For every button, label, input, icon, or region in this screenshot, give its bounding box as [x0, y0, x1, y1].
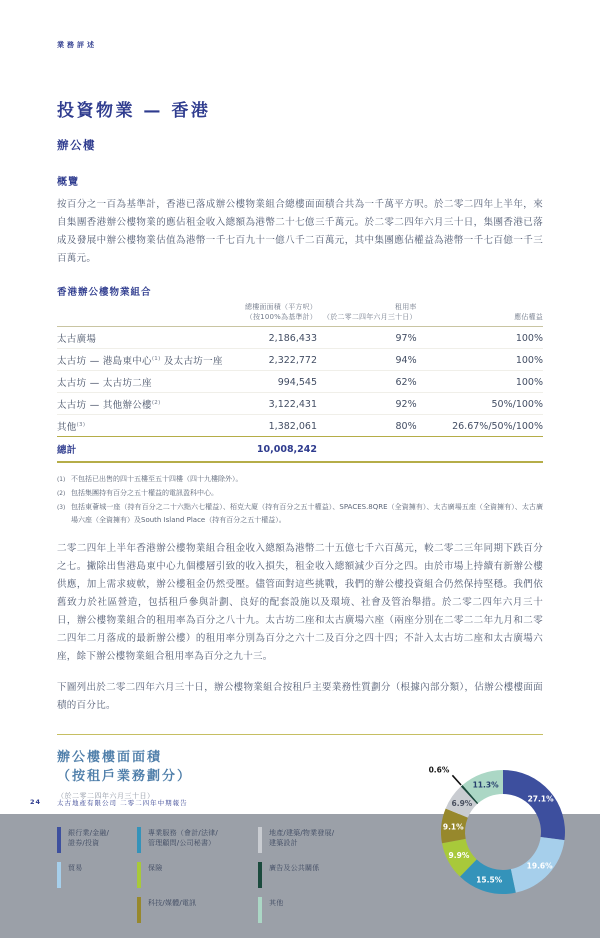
occupancy-value: 80% [395, 420, 417, 432]
table-col-header: 總樓面面積（平方呎） （按100%為基準計） [245, 303, 317, 321]
pie-slice [503, 770, 565, 840]
occupancy-value: 97% [317, 327, 417, 349]
gfa-value: 2,322,772 [227, 349, 317, 371]
pie-slice-label: 11.3% [472, 780, 499, 790]
legend-item [137, 827, 258, 853]
section-divider [57, 734, 543, 735]
footnote-marker: (1) [57, 477, 66, 483]
interest-value: 26.67%/50%/100% [452, 420, 543, 432]
legend-label: 銀行業/金融/ 證券/投資 [68, 829, 110, 847]
legend-item [258, 862, 383, 888]
legend-item [137, 862, 258, 888]
table-row [57, 349, 543, 371]
footnote [57, 473, 543, 487]
chart-intro-paragraph: 下圖列出於二零二四年六月三十日，辦公樓物業組合按租戶主要業務性質劃分（根據內部分類），佔辦公樓樓面面積的百分比。 [57, 682, 543, 711]
interest-value: 100% [417, 327, 543, 349]
footnote-list [57, 473, 543, 527]
footnote-text: 包括集團持有百分之五十權益的電訊盈科中心。 [71, 489, 218, 497]
chart-caption: （於二零二四年六月三十日） [57, 792, 155, 800]
chart-title-line1: 辦公樓樓面面積 [57, 750, 163, 765]
total-row [57, 437, 543, 463]
occupancy-value: 94% [317, 349, 417, 371]
section-eyebrow: 業務評述 [57, 41, 97, 49]
donut-chart [375, 760, 585, 932]
pie-slice-label: 15.5% [476, 875, 503, 885]
total-label: 總計 [57, 445, 77, 456]
footnote [57, 501, 543, 527]
interest-value: 50%/100% [417, 393, 543, 415]
legend-label: 廣告及公共關係 [269, 864, 320, 872]
table-col-header [57, 302, 227, 327]
footer-text: 太古地產有限公司 二零二四年中期報告 [57, 799, 188, 807]
portfolio-table-total [57, 437, 543, 463]
legend-label: 地產/建築/物業發展/ 建築設計 [269, 829, 335, 847]
property-name: 太古坊 — 太古坊二座 [57, 371, 227, 393]
gfa-value: 994,545 [227, 371, 317, 393]
overview-heading: 概覽 [57, 177, 79, 188]
property-name: 太古坊 — 港島東中心$^{(1)}$ 及太古坊一座 [57, 349, 227, 371]
chart-title-line2: （按租戶業務劃分） [57, 769, 193, 784]
legend-swatch [258, 827, 262, 853]
rental-income-paragraph: 二零二四年上半年香港辦公樓物業組合租金收入總額為港幣二十五億七千六百萬元，較二零二三年同期下跌百分之七。撇除出售港島東中心九個樓層引致的收入損失，租金收入總額減少百分之四。由於市場上持續有新辦公樓供應，加上需求疲軟，辦公樓租金仍然受壓。儘管面對這些挑戰，我們的辦公樓投資組合仍然保持堅穩。我們依舊致力於社區營造，包括租戶參與計劃、良好的配套設施以及環境、社會及管治舉措。於二零二四年六月三十日，辦公樓物業組合的租用率為百分之八十九。太古坊二座和太古廣場六座（兩座分別在二零二二年九月和二零二四年二月落成的最新辦公樓）的租用率分別為百分之六十二及百分之四十四；不計入太古坊二座和太古廣場六座，餘下辦公樓物業組合租用率為百分之九十三。 [57, 543, 543, 662]
pie-slice-label: 9.1% [442, 822, 464, 832]
legend-column [57, 827, 137, 932]
gfa-value: 2,186,433 [227, 327, 317, 349]
pie-slice-label: 0.6% [428, 765, 450, 775]
interest-value: 100% [417, 349, 543, 371]
page-number: 24 [30, 798, 42, 806]
table-col-header: 應佔權益 [514, 313, 543, 321]
legend-label: 貿易 [68, 864, 83, 872]
legend-label: 其他 [269, 899, 284, 907]
portfolio-table [57, 302, 543, 463]
table-row [57, 371, 543, 393]
property-name: 太古廣場 [57, 327, 227, 349]
legend-swatch [137, 862, 141, 888]
occupancy-value: 92% [317, 393, 417, 415]
total-int [417, 437, 543, 463]
legend-item [137, 897, 258, 923]
interest-value: 100% [417, 371, 543, 393]
legend-swatch [57, 862, 61, 888]
page-title: 投資物業 — 香港 [57, 101, 211, 121]
table-row [57, 415, 543, 437]
legend-label: 科技/媒體/電訊 [148, 899, 197, 907]
footnote-marker: (2) [57, 491, 66, 497]
pie-slice-label: 6.9% [451, 799, 473, 809]
gfa-value: 1,382,061 [268, 420, 317, 432]
legend-swatch [258, 897, 262, 923]
total-occ [317, 437, 417, 463]
property-name: 其他$^{(3)}$ [57, 421, 86, 433]
page-subtitle: 辦公樓 [57, 138, 96, 152]
gfa-value: 3,122,431 [227, 393, 317, 415]
legend-swatch [258, 862, 262, 888]
table-col-header: 租用率 （於二零二四年六月三十日） [323, 303, 417, 321]
legend-item [258, 897, 383, 923]
portfolio-table-body [57, 327, 543, 437]
legend-item [57, 827, 137, 853]
pie-slice-label: 9.9% [448, 851, 470, 861]
legend-swatch [57, 827, 61, 853]
legend-swatch [137, 897, 141, 923]
legend-item [258, 827, 383, 853]
total-gfa: 10,008,242 [256, 443, 317, 455]
portfolio-table-head [57, 302, 543, 327]
overview-paragraph: 按百分之一百為基準計，香港已落成辦公樓物業組合總樓面面積合共為一千萬平方呎。於二零二四年上半年，來自集團香港辦公樓物業的應佔租金收入總額為港幣二十七億三千萬元。於二零二四年六月三十日，集團香港已落成及發展中辦公樓物業估值為港幣一千七百九十一億八千二百萬元，其中集團應佔權益為港幣一千七百億一千三百萬元。 [57, 199, 543, 264]
legend-column [258, 827, 383, 932]
pie-label-leader-line [452, 775, 461, 785]
footnote-text: 不包括已出售的四十五樓至五十四樓（四十九樓除外）。 [71, 475, 243, 483]
pie-slice-label: 19.6% [526, 861, 553, 871]
occupancy-value: 62% [317, 371, 417, 393]
portfolio-table-heading: 香港辦公樓物業組合 [57, 287, 152, 298]
footnote-marker: (3) [57, 505, 66, 511]
table-row [57, 327, 543, 349]
table-row [57, 393, 543, 415]
office-gfa-chart-section [57, 748, 554, 938]
footnote [57, 487, 543, 501]
legend-label: 保險 [148, 864, 163, 872]
pie-slice-label: 27.1% [527, 794, 554, 804]
legend-label: 專業服務（會計/法律/ 管理顧問/公司秘書） [148, 829, 218, 847]
property-name: 太古坊 — 其他辦公樓$^{(2)}$ [57, 393, 227, 415]
legend-column [137, 827, 258, 932]
legend-item [57, 862, 137, 888]
legend-swatch [137, 827, 141, 853]
footnote-text: 包括東薈城一座（持有百分之二十六點六七權益）、栢克大廈（持有百分之五十權益）、SPACES.8QRE（全資擁有）、太古廣場五座（全資擁有）、太古廣場六座（全資擁有）及South Island Place（持有百分之五十權益）。 [71, 503, 543, 524]
